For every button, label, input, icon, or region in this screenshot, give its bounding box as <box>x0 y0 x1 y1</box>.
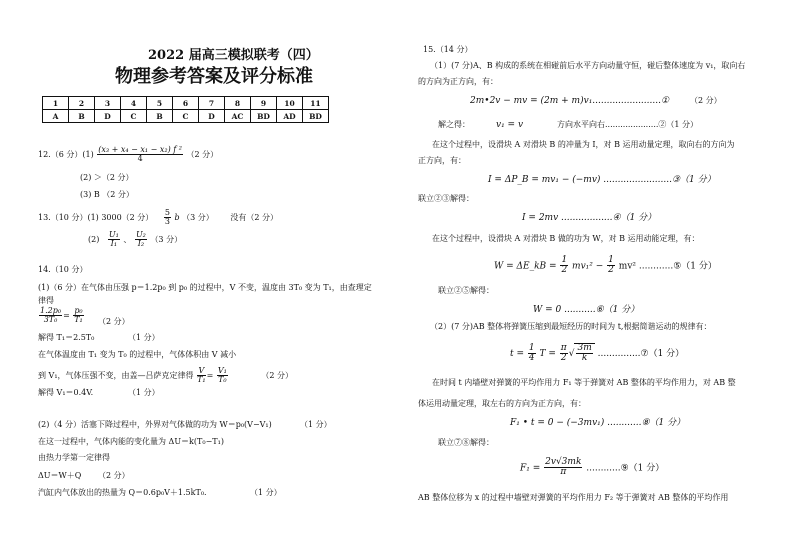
q15-eq7-den-2: 2 <box>560 352 567 363</box>
q15-eq7-left: t = <box>510 348 525 359</box>
q13-p2-label: (2) <box>88 234 100 244</box>
q13-b-points: （3 分） <box>182 212 214 222</box>
q15-eq9-den: π <box>560 467 567 478</box>
q15-p5: 在时间 t 内墙壁对弹簧的平均作用力 F₁ 等于弹簧对 AB 整体的平均作用力，对 AB 整 <box>432 378 736 387</box>
q13-none: 没有（2 分） <box>230 212 278 222</box>
q13-p2-points: （3 分） <box>150 234 183 244</box>
q15-eq5-half-2 <box>607 256 615 276</box>
q14-p2b: 在这一过程中，气体内能的变化量为 ΔU＝k(T₀−T₁) <box>38 437 224 446</box>
table-cell: C <box>121 110 147 123</box>
q15-eq5-den-2: 2 <box>608 265 614 276</box>
table-cell: 6 <box>173 97 199 110</box>
q15-eq7-num-2: π <box>560 342 567 353</box>
table-cell: 11 <box>303 97 329 110</box>
q14-eq2-rd: T₀ <box>218 375 227 385</box>
q13-label: 13.（10 分）(1) 3000（2 分） <box>38 212 154 222</box>
q13-part2 <box>88 231 182 249</box>
q15-eq9-right: ............⑨（1 分） <box>586 463 665 474</box>
q14-eq2-ln: V <box>198 366 205 375</box>
q13-ratio-1 <box>108 231 120 249</box>
q15-join1: 联立②③解得： <box>418 194 474 203</box>
q15-eq9-num: 2v√3mk <box>545 457 582 467</box>
q15-eq9-frac <box>544 458 582 478</box>
q15-sol1-direction: 方向水平向右.....................②（1 分） <box>557 120 699 129</box>
q15-p5b: 体运用动量定理，取左右的方向为正方向，有： <box>418 399 586 408</box>
q15-eq5-num-2: 1 <box>608 255 614 265</box>
q15-join3: 联立⑦⑧解得： <box>438 438 494 447</box>
q15-eq5-num-1: 1 <box>561 255 568 265</box>
q13-b: b <box>174 212 180 222</box>
q12-part2: (2) ＞（2 分） <box>80 173 134 182</box>
q14-p1: (1)（6 分）在气体由压强 p＝1.2p₀ 到 p₀ 的过程中，V 不变，温度由 3T₀ 变为 T₁，由查理定 <box>38 283 372 292</box>
q13-ratio-2 <box>135 231 147 249</box>
answer-key-title: 物理参考答案及评分标准 <box>115 66 313 87</box>
q15-eq1: 2m•2v − mv = (2m + m)v₁........................① <box>470 96 670 106</box>
table-cell: 7 <box>199 97 225 110</box>
q15-join2: 联立②⑤解得： <box>438 286 494 295</box>
q14-p1d: 到 V₁，气体压强不变，由盖—吕萨克定律得 $\frac{V}{\text{T₁}}$ = $\frac{\text{V₁}}{\text{T₀}}$ （2 分） <box>38 366 294 385</box>
q14-sol1-points: （1 分） <box>128 333 160 342</box>
q12-part1 <box>38 146 218 164</box>
q15-sol1: v₁ = v <box>496 120 524 130</box>
q14-eq1-right <box>73 307 83 325</box>
q14-eq2-right <box>217 367 228 385</box>
q14-eq2-left <box>197 367 206 385</box>
q15-sol1-label: 解之得： <box>438 120 470 129</box>
q15-eq9 <box>520 458 664 478</box>
table-cell: AC <box>225 110 251 123</box>
q14-p2-points: （1 分） <box>300 420 332 429</box>
q14-eq1-ld: 3T₀ <box>43 315 58 325</box>
q15-label: 15.（14 分） <box>423 45 473 54</box>
q15-eq7-quarter <box>528 344 536 364</box>
q15-p2b: 正方向，有： <box>418 156 466 165</box>
q15-p6: AB 整体位移为 x 的过程中墙壁对弹簧的平均作用力 F₂ 等于弹簧对 AB 整体的平均作用 <box>418 493 729 502</box>
table-cell: B <box>147 110 173 123</box>
q12-formula-numerator: (x₃ + x₄ − x₁ − x₂) f ² <box>98 145 182 154</box>
exam-title: 2022 届高三模拟联考（四） <box>148 48 319 63</box>
q15-eq7-sqrt-num: 3m <box>577 343 592 353</box>
answer-table-answers <box>43 110 329 123</box>
q14-p1b-text: 律得 <box>38 296 54 305</box>
q13-fraction-den: 3 <box>164 217 170 227</box>
table-cell: D <box>95 110 121 123</box>
q13-fraction-num: 5 <box>164 208 170 217</box>
q14-sol2-points: （1 分） <box>128 388 160 397</box>
q15-eq7-sqrt <box>574 343 594 364</box>
q15-eq7-T: T = <box>539 348 556 359</box>
q13-u2: U₂ <box>135 230 146 239</box>
q15-p1: （1）(7 分)A、B 构成的系统在相碰前后水平方向动量守恒，碰后整体速度为 v₁，取向右 <box>430 61 746 70</box>
table-cell: 2 <box>69 97 95 110</box>
q15-eq5-half-1 <box>560 256 568 276</box>
q15-eq5-den-1: 2 <box>561 265 568 276</box>
table-cell: 1 <box>43 97 69 110</box>
q14-sol2: 解得 V₁＝0.4V. <box>38 388 94 397</box>
q15-eq3: I = ΔP_B = mv₁ − (−mv) ........................③（1 分） <box>488 175 716 185</box>
q15-eq6: W = 0 ...........⑥（1 分） <box>533 305 640 315</box>
q15-eq7-den-1: 4 <box>528 352 535 363</box>
q15-eq9-left: F₁ = <box>520 463 541 474</box>
table-cell: B <box>69 110 95 123</box>
q14-eq1-rd: T₁ <box>74 315 83 325</box>
table-cell: BD <box>251 110 277 123</box>
q15-eq7-sqrt-den: k <box>581 353 588 364</box>
table-cell: AD <box>277 110 303 123</box>
q14-p1d-text: 到 V₁，气体压强不变，由盖—吕萨克定律得 <box>38 370 194 380</box>
q15-p4: （2）(7 分)AB 整体将弹簧压缩到最短经历的时间为 t,根据简谐运动的规律有： <box>430 322 712 331</box>
q15-eq7-right: ...............⑦（1 分） <box>597 348 685 359</box>
q15-p3: 在这个过程中，设滑块 A 对滑块 B 做的功为 W，对 B 运用动能定理，有： <box>432 234 700 243</box>
q14-eq1-rn: p₀ <box>74 306 83 315</box>
q15-eq8: F₁ • t = 0 − (−3mv₁) ............⑧（1 分） <box>510 418 686 428</box>
q15-eq7-num-1: 1 <box>528 342 535 353</box>
q15-eq1-points: （2 分） <box>690 96 722 105</box>
q13-u1: U₁ <box>108 230 119 239</box>
q15-eq7-pi-half <box>560 344 568 364</box>
q15-p2: 在这个过程中，设滑块 A 对滑块 B 的冲量为 I，对 B 运用动量定理，取向右的方向为 <box>432 140 735 149</box>
q14-eq1-ln: 1.2p₀ <box>40 306 62 315</box>
q14-eq1: $\frac{\text{1.2p₀}}{\text{3T₀}}$ = $\frac{\text{p₀}}{\text{T₁}}$ <box>40 306 83 325</box>
table-cell: BD <box>303 110 329 123</box>
q14-p2e: 汽缸内气体放出的热量为 Q＝0.6p₀V＋1.5kT₀. <box>38 488 207 497</box>
table-cell: A <box>43 110 69 123</box>
table-cell: 3 <box>95 97 121 110</box>
q15-p1b: 的方向为正方向，有： <box>418 77 498 86</box>
q13-i2: I₂ <box>137 239 145 249</box>
q12-formula-denominator: 4 <box>137 154 143 164</box>
q14-p2e-points: （1 分） <box>250 488 282 497</box>
q14-eq2-points: （2 分） <box>261 370 294 380</box>
table-cell: D <box>199 110 225 123</box>
table-cell: 10 <box>277 97 303 110</box>
table-cell: 5 <box>147 97 173 110</box>
q15-eq7-sqrt-frac <box>576 344 592 364</box>
q14-eq2-ld: T₁ <box>197 375 206 385</box>
q12-label: 12.（6 分）(1) <box>38 149 94 159</box>
q12-points: （2 分） <box>186 149 219 159</box>
answer-table <box>42 96 329 123</box>
table-cell: 8 <box>225 97 251 110</box>
q14-label: 14.（10 分） <box>38 265 88 274</box>
q15-eq7: t = $\frac{1}{4}$ T = $\frac{\pi}{2}$ √ $\frac{3m}{k}$ ...............⑦（1 分） <box>510 342 685 364</box>
q15-eq4: I = 2mv ..................④（1 分） <box>522 213 657 223</box>
q15-eq5-right: mv² ............⑤（1 分） <box>618 261 717 272</box>
q14-eq2-rn: V₁ <box>217 366 227 375</box>
q15-eq5-left: W = ΔE_kB = <box>494 261 557 272</box>
table-cell: C <box>173 110 199 123</box>
q12-part3: (3) B （2 分） <box>80 190 134 199</box>
q14-p1b <box>38 297 54 305</box>
q14-p2d: ΔU＝W＋Q <box>38 471 82 480</box>
q14-eq1-left <box>39 307 62 325</box>
q12-formula <box>97 146 183 164</box>
table-cell: 9 <box>251 97 277 110</box>
answer-table-numbers <box>43 97 329 110</box>
q14-p2c: 由热力学第一定律得 <box>38 453 110 462</box>
q13-part1 <box>38 209 278 227</box>
q14-p1c: 在气体温度由 T₁ 变为 T₀ 的过程中，气体体积由 V 减小 <box>38 350 237 359</box>
q14-eq1-points: （2 分） <box>98 317 130 326</box>
q14-p2d-points: （2 分） <box>98 471 130 480</box>
q15-eq5 <box>494 256 717 276</box>
table-cell: 4 <box>121 97 147 110</box>
q14-sol1: 解得 T₁＝2.5T₀ <box>38 333 95 342</box>
q13-i1: I₁ <box>110 239 118 249</box>
q15-eq5-mid: mv₁² − <box>572 261 604 272</box>
q13-fraction <box>164 209 171 227</box>
q13-separator: 、 <box>123 234 132 244</box>
q14-p2: (2)（4 分）活塞下降过程中，外界对气体做的功为 W＝p₀(V−V₁) <box>38 420 272 429</box>
